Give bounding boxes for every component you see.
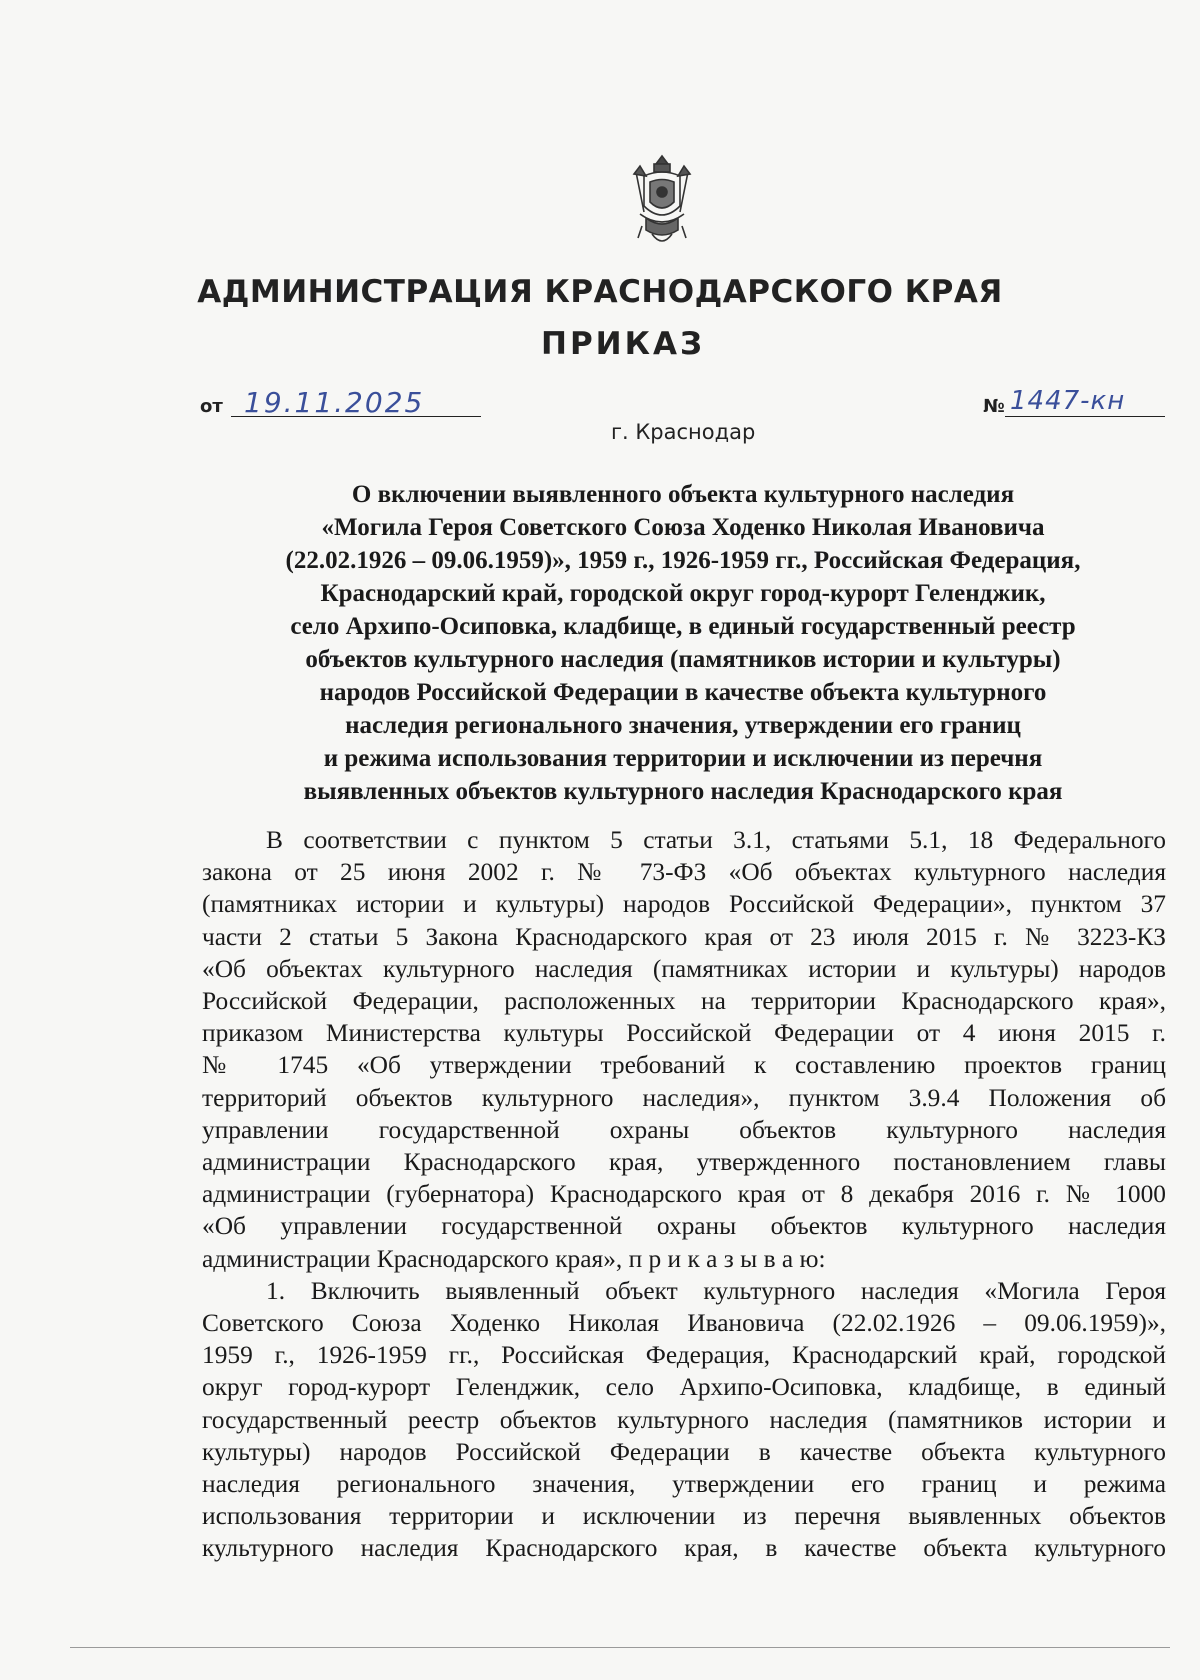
body-line: администрации Краснодарского края, утвержденного постановлением главы [202, 1148, 1166, 1177]
document-type: ПРИКАЗ [541, 326, 705, 362]
heading-line: выявленных объектов культурного наследия Краснодарского края [303, 778, 1063, 805]
number-underline [1005, 416, 1165, 417]
heading-line: наследия регионального значения, утверждении его границ [345, 712, 1021, 739]
heading-line: село Архипо-Осиповка, кладбище, в единый государственный реестр [290, 613, 1076, 640]
body-line: государственный реестр объектов культурного наследия (памятников истории и [202, 1405, 1166, 1434]
city: г. Краснодар [611, 420, 756, 444]
body-line: территорий объектов культурного наследия», пунктом 3.9.4 Положения об [202, 1083, 1166, 1112]
heading-line: народов Российской Федерации в качестве объекта культурного [319, 679, 1047, 706]
body-line: администрации Краснодарского края», п р и к а з ы в а ю: [202, 1244, 826, 1273]
body-line: культурного наследия Краснодарского края, в качестве объекта культурного [202, 1534, 1166, 1563]
heading-line: О включении выявленного объекта культурного наследия [351, 481, 1015, 508]
body-line: 1959 г., 1926-1959 гг., Российская Федерация, Краснодарский край, городской [202, 1341, 1166, 1370]
heading-line: «Могила Героя Советского Союза Ходенко Николая Ивановича [321, 514, 1045, 541]
body-line: Советского Союза Ходенко Николая Ивановича (22.02.1926 – 09.06.1959)», [202, 1309, 1166, 1338]
handwritten-date: 19.11.2025 [244, 386, 425, 419]
body-line: «Об объектах культурного наследия (памятниках истории и культуры) народов [202, 954, 1166, 983]
page-bottom-rule [70, 1647, 1170, 1648]
body-line: использования территории и исключении из перечня выявленных объектов [202, 1502, 1166, 1531]
body-line: управлении государственной охраны объектов культурного наследия [202, 1115, 1166, 1144]
organization-title: АДМИНИСТРАЦИЯ КРАСНОДАРСКОГО КРАЯ [197, 274, 1003, 310]
heading-line: объектов культурного наследия (памятников истории и культуры) [305, 646, 1061, 673]
body-line: части 2 статьи 5 Закона Краснодарского края от 23 июля 2015 г. № 3223-КЗ [202, 922, 1166, 951]
body-line: (памятниках истории и культуры) народов Российской Федерации», пунктом 37 [202, 890, 1166, 919]
body-line: 1. Включить выявленный объект культурного наследия «Могила Героя [266, 1276, 1166, 1305]
number-label: № [983, 396, 1005, 417]
heading-line: и режима использования территории и исключении из перечня [323, 745, 1043, 772]
document-body [202, 824, 1166, 1565]
heading-line: Краснодарский край, городской округ город-курорт Геленджик, [320, 580, 1046, 607]
document-heading [200, 478, 1166, 808]
body-line: № 1745 «Об утверждении требований к составлению проектов границ [202, 1051, 1166, 1080]
body-line: наследия регионального значения, утверждении его границ и режима [202, 1470, 1166, 1499]
body-line: культуры) народов Российской Федерации в качестве объекта культурного [202, 1437, 1166, 1466]
body-line: «Об управлении государственной охраны объектов культурного наследия [202, 1212, 1166, 1241]
body-line: В соответствии с пунктом 5 статьи 3.1, статьями 5.1, 18 Федерального [266, 826, 1166, 854]
date-label: от [200, 396, 223, 417]
coat-of-arms-icon [630, 152, 694, 256]
body-line: администрации (губернатора) Краснодарского края от 8 декабря 2016 г. № 1000 [202, 1180, 1166, 1209]
body-line: Российской Федерации, расположенных на территории Краснодарского края», [202, 987, 1166, 1016]
body-line: округ город-курорт Геленджик, село Архипо-Осиповка, кладбище, в единый [202, 1373, 1166, 1402]
heading-line: (22.02.1926 – 09.06.1959)», 1959 г., 1926-1959 гг., Российская Федерация, [285, 547, 1081, 574]
body-line: закона от 25 июня 2002 г. № 73-ФЗ «Об объектах культурного наследия [202, 858, 1166, 887]
handwritten-number: 1447-кн [1010, 386, 1126, 416]
body-line: приказом Министерства культуры Российской Федерации от 4 июня 2015 г. [202, 1019, 1166, 1048]
